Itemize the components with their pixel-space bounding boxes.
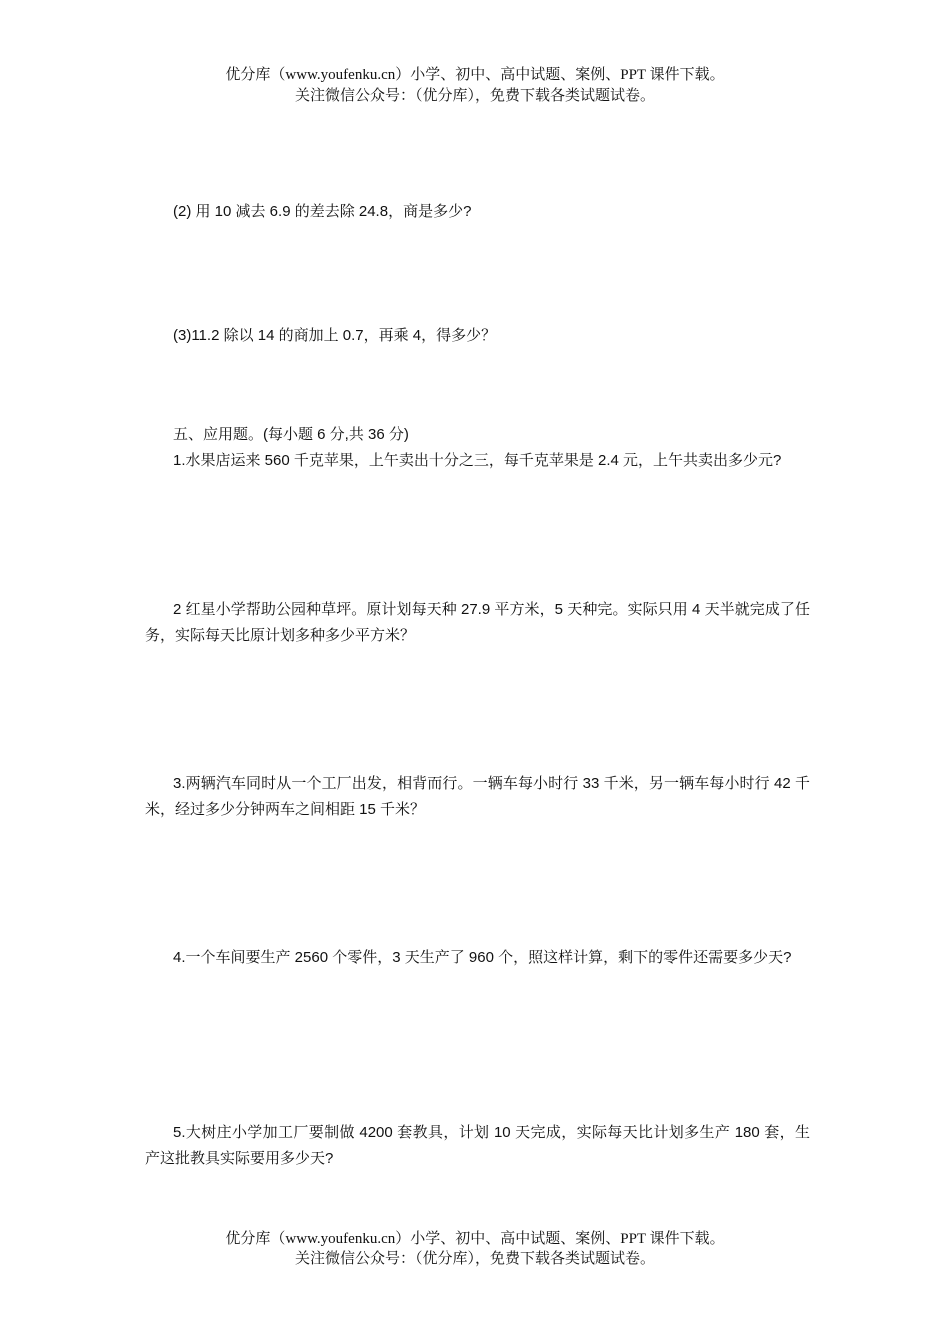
problem-2: 2 红星小学帮助公园种草坪。原计划每天种 27.9 平方米，5 天种完。实际只用 4 天半就完成了任务，实际每天比原计划多种多少平方米？ <box>145 601 810 644</box>
question-2: (2) 用 10 减去 6.9 的差去除 24.8，商是多少? <box>173 203 472 220</box>
question-3: (3)11.2 除以 14 的商加上 0.7，再乘 4，得多少？ <box>173 327 497 344</box>
header-line-2: 关注微信公众号：（优分库），免费下载各类试题试卷。 <box>294 88 655 104</box>
problem-1: 1.水果店运来 560 千克苹果，上午卖出十分之三，每千克苹果是 2.4 元，上午共卖出多少元? <box>173 452 782 469</box>
footer-line-1: 优分库（www.youfenku.cn）小学、初中、高中试题、案例、PPT 课件下载。 <box>225 1231 725 1247</box>
problem-3: 3.两辆汽车同时从一个工厂出发，相背而行。一辆车每小时行 33 千米，另一辆车每小时行 42 千米，经过多少分钟两车之间相距 15 千米？ <box>145 775 810 818</box>
problem-4: 4.一个车间要生产 2560 个零件，3 天生产了 960 个，照这样计算，剩下的零件还需要多少天? <box>173 949 792 966</box>
header-line-1: 优分库（www.youfenku.cn）小学、初中、高中试题、案例、PPT 课件下载。 <box>225 67 725 83</box>
problem-5: 5.大树庄小学加工厂要制做 4200 套教具，计划 10 天完成，实际每天比计划多生产 180 套，生产这批教具实际要用多少天? <box>145 1124 810 1167</box>
section-title: 五、应用题。(每小题 6 分,共 36 分) <box>173 426 409 443</box>
footer-line-2: 关注微信公众号：（优分库），免费下载各类试题试卷。 <box>294 1251 655 1267</box>
